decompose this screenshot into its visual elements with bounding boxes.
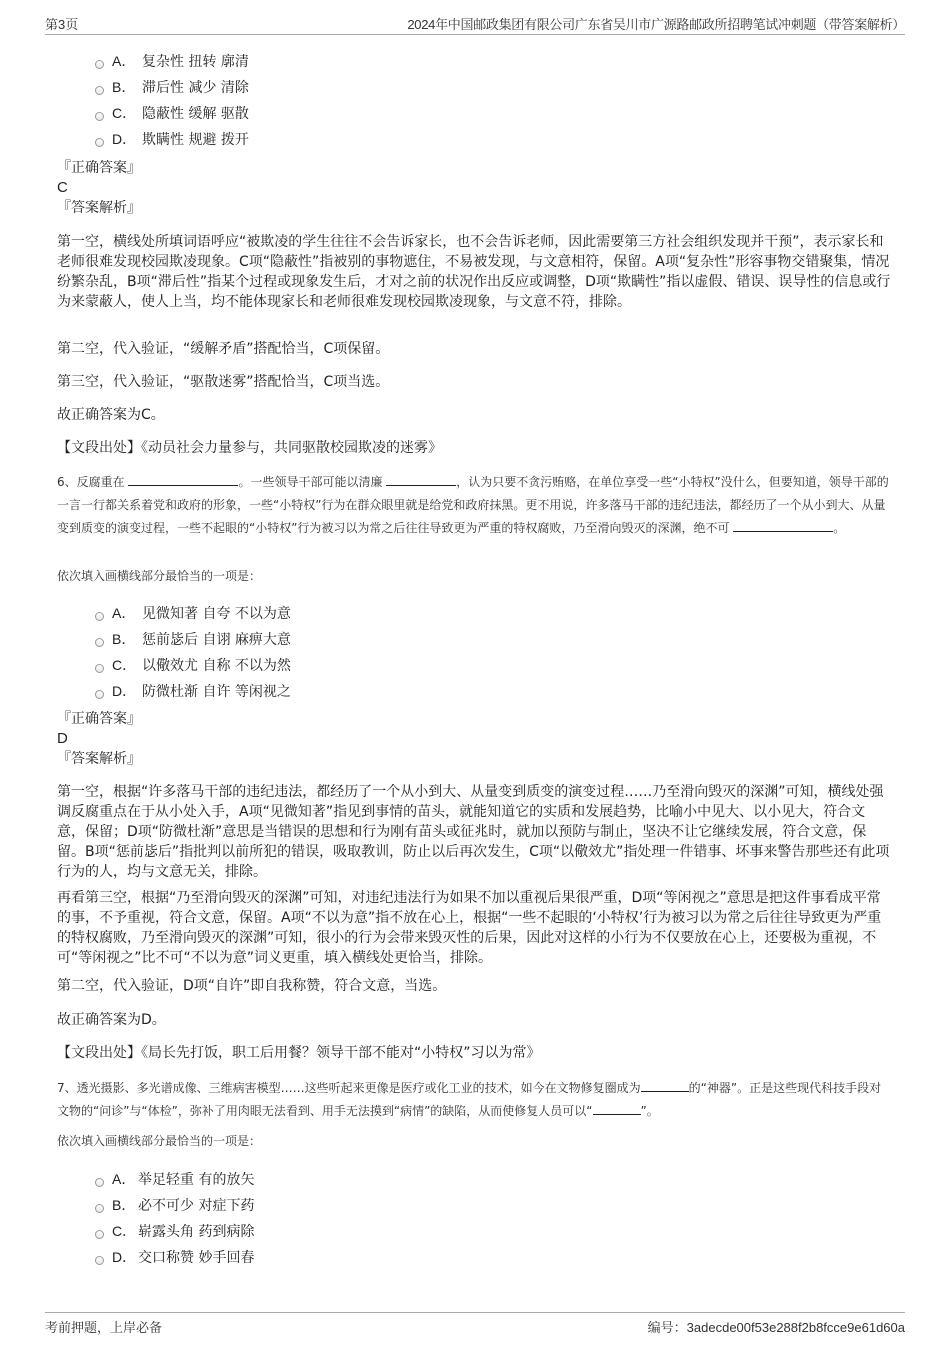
q5-analysis-p3: 第三空，代入验证，“驱散迷雾”搭配恰当，C项当选。 [57, 374, 390, 390]
q5-option-d[interactable]: D． 欺瞒性 规避 拨开 [95, 126, 249, 152]
q7-option-c[interactable]: C． 崭露头角 药到病除 [95, 1218, 254, 1244]
q5-answer-section [57, 158, 892, 218]
radio-icon[interactable] [95, 612, 104, 621]
serial-number: 编号：3adecde00f53e288f2b8fcce9e61d60a [647, 1320, 905, 1335]
q7-option-d[interactable]: D． 交口称赞 妙手回春 [95, 1244, 254, 1270]
q6-blank-3 [733, 517, 833, 532]
q6-source: 【文段出处】《局长先打饭，职工后用餐？领导干部不能对“小特权”习以为常》 [57, 1045, 541, 1061]
q6-answer-section [57, 709, 892, 769]
q6-option-d[interactable]: D． 防微杜渐 自许 等闲视之 [95, 678, 291, 704]
q6-blank-2 [386, 471, 456, 486]
correct-answer-label: 『正确答案』 [57, 160, 141, 176]
q6-option-c[interactable]: C． 以儆效尤 自称 不以为然 [95, 652, 291, 678]
radio-icon[interactable] [95, 690, 104, 699]
q5-option-a[interactable]: A． 复杂性 扭转 廓清 [95, 48, 249, 74]
radio-icon[interactable] [95, 60, 104, 69]
radio-icon[interactable] [95, 638, 104, 647]
page-footer [45, 1312, 905, 1337]
radio-icon[interactable] [95, 138, 104, 147]
q6-analysis-p4: 故正确答案为D。 [57, 1012, 166, 1028]
radio-icon[interactable] [95, 1256, 104, 1265]
q5-analysis-p4: 故正确答案为C。 [57, 407, 165, 423]
q5-option-b[interactable]: B． 滞后性 减少 清除 [95, 74, 249, 100]
q6-option-a[interactable]: A． 见微知著 自夸 不以为意 [95, 600, 291, 626]
q5-source: 【文段出处】《动员社会力量参与，共同驱散校园欺凌的迷雾》 [57, 440, 442, 456]
q7-stem: 7、透光摄影、多光谱成像、三维病害模型……这些听起来更像是医疗或化工业的技术，如今在文物修复圈成为 的“神器”。正是这些现代科技手段对文物的“问诊”与“体检”，弥补了用肉眼无法看到、用手无法摸到“病情”的缺陷，从而使修复人员可以“ ”。 [57, 1077, 892, 1123]
q6-analysis-p2: 再看第三空，根据“乃至滑向毁灭的深渊”可知，对违纪违法行为如果不加以重视后果很严重，D项“等闲视之”意思是把这件事看成平常的事，不予重视，符合文意，保留。A项“不以为意”指不放在心上，根据“一些不起眼的‘小特权’行为被习以为常之后往往导致更为严重的特权腐败，乃至滑向毁灭的深渊”可知，很小的行为会带来毁灭性的后果，因此对这样的小行为不仅要放在心上，还要极为重视，不可“等闲视之”比不可“不以为意”词义更重，填入横线处更恰当，排除。 [57, 890, 882, 966]
radio-icon[interactable] [95, 664, 104, 673]
document-title: 2024年中国邮政集团有限公司广东省吴川市广源路邮政所招聘笔试冲刺题（带答案解析） [407, 17, 905, 32]
q7-option-b[interactable]: B． 必不可少 对症下药 [95, 1192, 254, 1218]
radio-icon[interactable] [95, 1230, 104, 1239]
q5-option-c[interactable]: C． 隐蔽性 缓解 驱散 [95, 100, 249, 126]
q6-prompt: 依次填入画横线部分最恰当的一项是： [57, 569, 262, 583]
q6-blank-1 [128, 471, 238, 486]
q7-option-a[interactable]: A． 举足轻重 有的放矢 [95, 1166, 254, 1192]
radio-icon[interactable] [95, 1178, 104, 1187]
correct-answer-label: 『正确答案』 [57, 711, 141, 727]
q6-stem: 6、反腐重在 。一些领导干部可能以清廉 ，认为只要不贪污贿赂，在单位享受一些“小特权”没什么，但要知道，领导干部的一言一行都关系着党和政府的形象，一些“小特权”行为在群众眼里就是给党和政府抹黑。更不用说，许多落马干部的违纪违法，都经历了一个从小到大、从量变到质变的演变过程，一些不起眼的“小特权”行为被习以为常之后往往导致更为严重的特权腐败，乃至滑向毁灭的深渊，绝不可 。 [57, 471, 892, 540]
q5-analysis-p2: 第二空，代入验证，“缓解矛盾”搭配恰当，C项保留。 [57, 341, 390, 357]
radio-icon[interactable] [95, 86, 104, 95]
page-number: 第3页 [45, 17, 79, 32]
radio-icon[interactable] [95, 1204, 104, 1213]
q6-options [95, 600, 291, 704]
page-header [45, 14, 905, 35]
q7-blank-1 [641, 1077, 689, 1092]
q6-analysis-p3: 第二空，代入验证，D项“自许”即自我称赞，符合文意，当选。 [57, 978, 447, 994]
radio-icon[interactable] [95, 112, 104, 121]
q5-analysis-p1: 第一空，横线处所填词语呼应“被欺凌的学生往往不会告诉家长，也不会告诉老师，因此需要第三方社会组织发现并干预”，表示家长和老师很难发现校园欺凌现象。C项“隐蔽性”指被别的事物遮住，不易被发现，与文意相符，保留。A项“复杂性”形容事物交错聚集，情况纷繁杂乱，B项“滞后性”指某个过程或现象发生后，才对之前的状况作出反应或调整，D项“欺瞒性”指以虚假、错误、误导性的信息或行为来蒙蔽人，使人上当，均不能体现家长和老师很难发现校园欺凌现象，与文意不符，排除。 [57, 234, 891, 310]
analysis-label: 『答案解析』 [57, 200, 141, 216]
q6-option-b[interactable]: B． 惩前毖后 自诩 麻痹大意 [95, 626, 291, 652]
footer-slogan: 考前押题，上岸必备 [45, 1320, 163, 1335]
q6-analysis-p1: 第一空，根据“许多落马干部的违纪违法，都经历了一个从小到大、从量变到质变的演变过程……乃至滑向毁灭的深渊”可知，横线处强调反腐重点在于从小处入手，A项“见微知著”指见到事情的苗头，就能知道它的实质和发展趋势，比喻小中见大、以小见大，符合文意，保留；D项“防微杜渐”意思是当错误的思想和行为刚有苗头或征兆时，就加以预防与制止，坚决不让它继续发展，符合文意，保留。B项“惩前毖后”指批判以前所犯的错误，吸取教训，防止以后再次发生，C项“以儆效尤”指处理一件错事、坏事来警告那些还有此项行为的人，均与文意无关，排除。 [57, 784, 890, 880]
q7-options [95, 1166, 254, 1270]
q5-options [95, 48, 249, 152]
q7-blank-2 [593, 1100, 641, 1115]
analysis-label: 『答案解析』 [57, 751, 141, 767]
q7-prompt: 依次填入画横线部分最恰当的一项是： [57, 1134, 262, 1148]
correct-answer-value: D [57, 730, 68, 747]
correct-answer-value: C [57, 179, 68, 196]
